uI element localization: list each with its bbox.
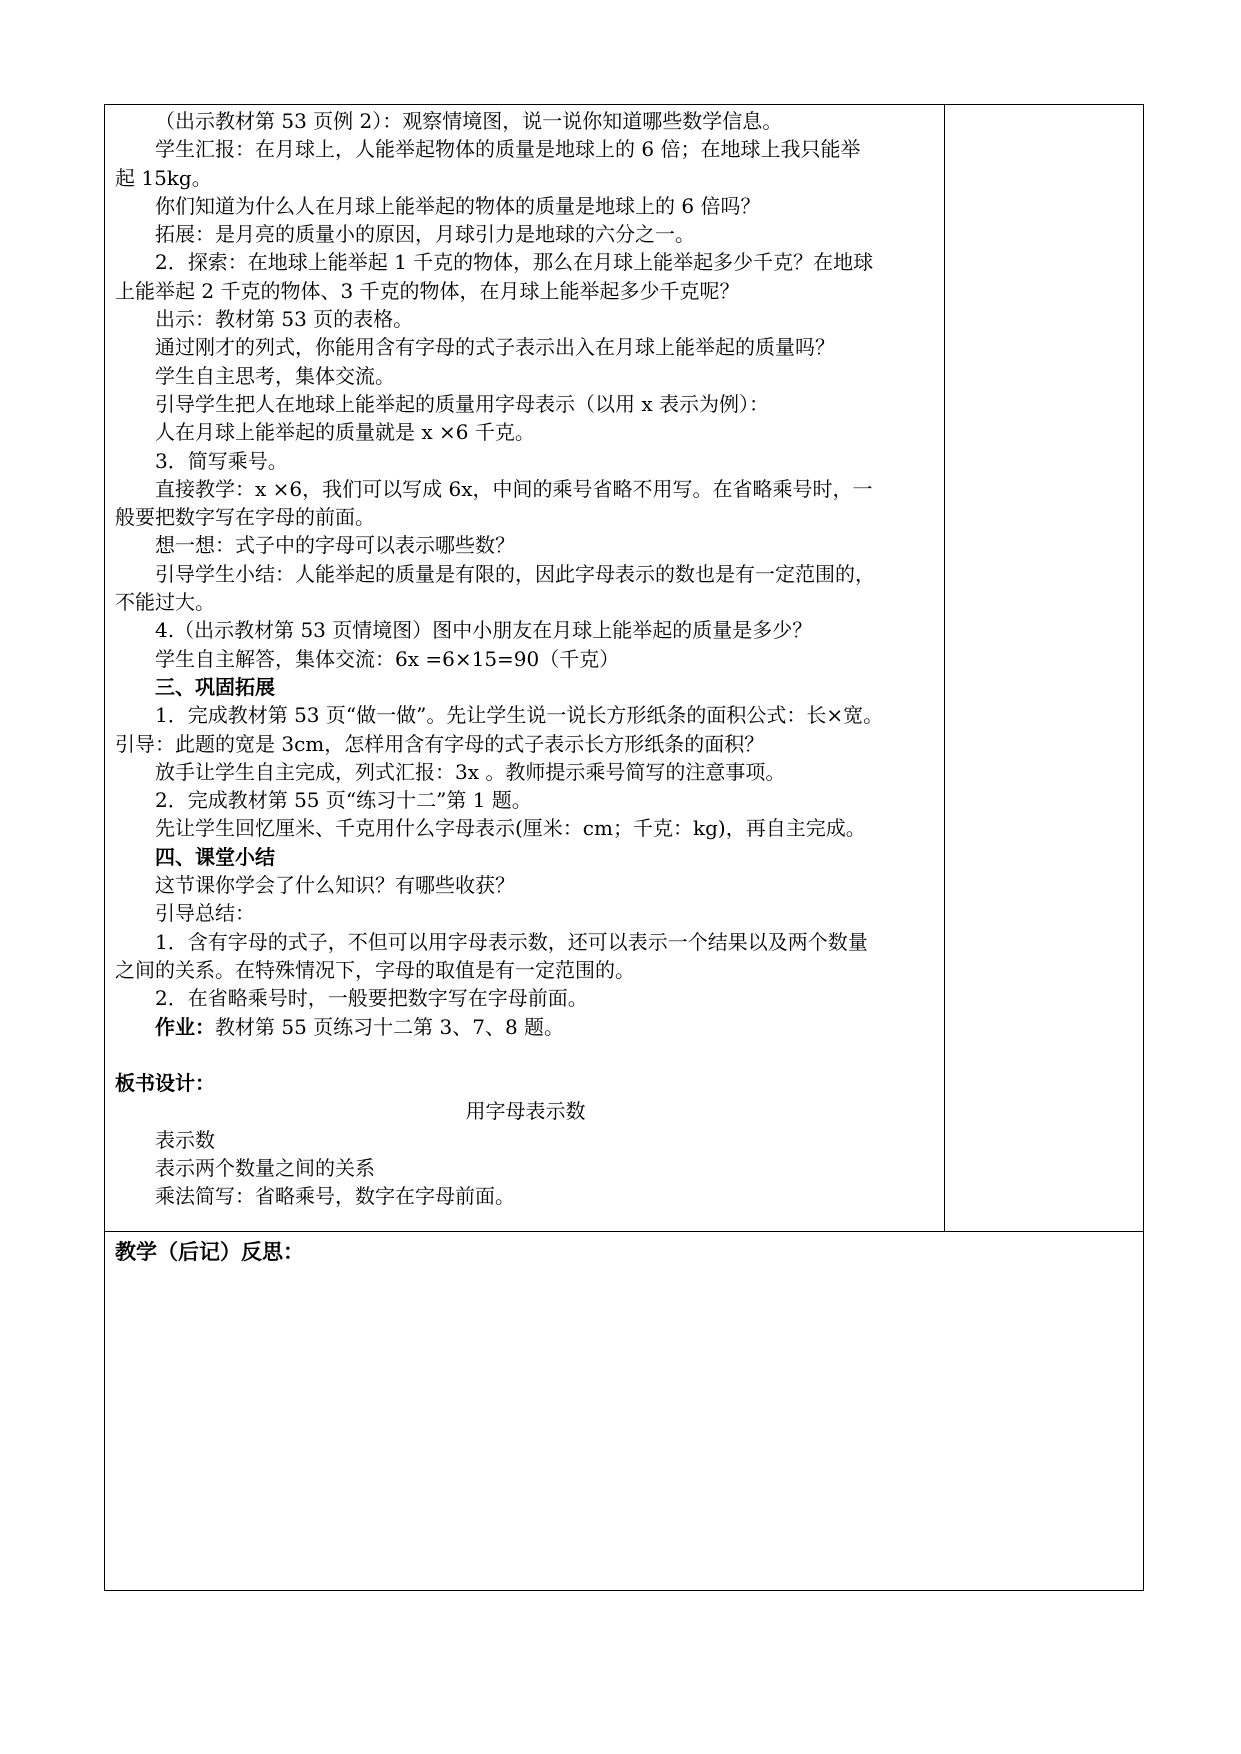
lesson-plan-table [104,104,1144,1591]
lesson-line: 学生汇报：在月球上，人能举起物体的质量是地球上的 6 倍；在地球上我只能举 [155,137,861,162]
lesson-line: 之间的关系。在特殊情况下，字母的取值是有一定范围的。 [115,957,635,982]
lesson-line: 4.（出示教材第 53 页情境图）图中小朋友在月球上能举起的质量是多少？ [155,618,813,643]
lesson-line: 引导学生把人在地球上能举起的质量用字母表示（以用 x 表示为例）： [155,391,769,416]
lesson-line: 学生自主解答，集体交流：6x =6×15=90（千克） [155,646,620,671]
board-item: 表示两个数量之间的关系 [155,1155,375,1180]
section-heading: 四、课堂小结 [155,844,275,869]
homework-label: 作业： [155,1014,215,1039]
lesson-line: 学生自主思考，集体交流。 [155,363,395,388]
lesson-line: 放手让学生自主完成，列式汇报：3x 。教师提示乘号简写的注意事项。 [155,759,786,784]
lesson-line: 人在月球上能举起的质量就是 x ×6 千克。 [155,420,535,445]
lesson-line: 这节课你学会了什么知识？有哪些收获？ [155,873,515,898]
section-heading: 三、巩固拓展 [155,674,275,699]
board-design-label: 板书设计： [115,1071,215,1096]
lesson-text [115,105,936,1211]
homework-text: 教材第 55 页练习十二第 3、7、8 题。 [215,1014,565,1039]
lesson-line: 2．在省略乘号时，一般要把数字写在字母前面。 [155,986,588,1011]
lesson-line: 你们知道为什么人在月球上能举起的物体的质量是地球上的 6 倍吗？ [155,193,761,218]
lesson-line: 不能过大。 [115,590,215,615]
lesson-main-cell [105,105,945,1231]
lesson-line: 直接教学：x ×6，我们可以写成 6x，中间的乘号省略不用写。在省略乘号时，一 [155,476,873,501]
lesson-line: 拓展：是月亮的质量小的原因，月球引力是地球的六分之一。 [155,222,695,247]
reflection-title: 教学（后记）反思： [115,1240,304,1264]
lesson-line: （出示教材第 53 页例 2）：观察情境图，说一说你知道哪些数学信息。 [155,109,783,133]
notes-cell [945,105,1143,1231]
lesson-line: 起 15kg。 [115,165,212,190]
homework-line [115,1013,936,1041]
lesson-line: 引导总结： [155,901,255,926]
reflection-cell [105,1232,1143,1590]
lesson-line: 3．简写乘号。 [155,448,288,473]
lesson-content-row [105,105,1143,1232]
lesson-line: 2．探索：在地球上能举起 1 千克的物体，那么在月球上能举起多少千克？在地球 [155,250,874,275]
lesson-line: 出示：教材第 53 页的表格。 [155,307,414,332]
lesson-line: 引导：此题的宽是 3cm，怎样用含有字母的式子表示长方形纸条的面积？ [115,731,765,756]
lesson-line: 1．含有字母的式子，不但可以用字母表示数，还可以表示一个结果以及两个数量 [155,929,868,954]
lesson-line: 引导学生小结：人能举起的质量是有限的，因此字母表示的数也是有一定范围的， [155,561,875,586]
board-title: 用字母表示数 [465,1099,586,1124]
board-item: 表示数 [155,1127,215,1152]
lesson-line: 2．完成教材第 55 页“练习十二”第 1 题。 [155,788,532,813]
lesson-line: 1．完成教材第 53 页“做一做”。先让学生说一说长方形纸条的面积公式：长×宽。 [155,703,884,728]
lesson-line: 通过刚才的列式，你能用含有字母的式子表示出入在月球上能举起的质量吗？ [155,335,835,360]
lesson-line: 想一想：式子中的字母可以表示哪些数？ [155,533,515,558]
lesson-line: 先让学生回忆厘米、千克用什么字母表示(厘米：cm；千克：kg)，再自主完成。 [155,816,866,841]
board-item: 乘法简写：省略乘号，数字在字母前面。 [155,1184,515,1209]
blank-line [115,1041,936,1069]
lesson-line: 上能举起 2 千克的物体、3 千克的物体，在月球上能举起多少千克呢？ [115,278,740,303]
lesson-line: 般要把数字写在字母的前面。 [115,505,375,530]
